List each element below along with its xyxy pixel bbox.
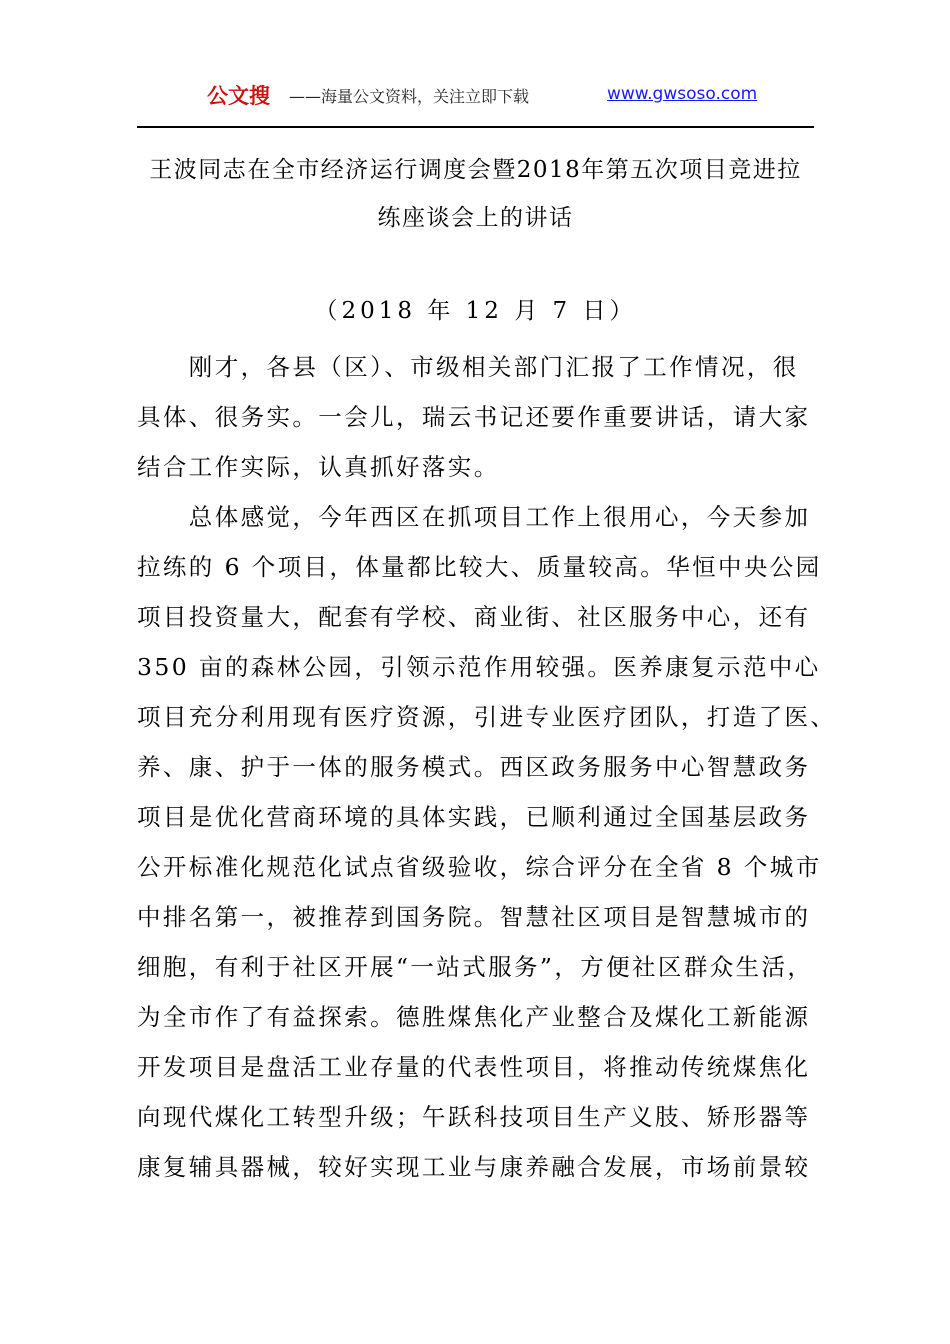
text-line: 项目是优化营商环境的具体实践，已顺利通过全国基层政务 (137, 803, 811, 831)
title-line: 练座谈会上的讲话 (377, 205, 574, 231)
document-body (137, 342, 837, 1192)
text-line: 刚才，各县（区）、市级相关部门汇报了工作情况，很 (137, 353, 799, 381)
text-line: 康复辅具器械，较好实现工业与康养融合发展，市场前景较 (137, 1153, 811, 1181)
paragraph (137, 492, 837, 1192)
text-line: 公开标准化规范化试点省级验收，综合评分在全省 8 个城市 (137, 853, 822, 881)
text-line: 细胞，有利于社区开展“一站式服务”，方便社区群众生活， (137, 953, 814, 981)
header-slogan: ——海量公文资料，关注立即下载 (289, 87, 530, 106)
text-line: 开发项目是盘活工业存量的代表性项目，将推动传统煤焦化 (137, 1053, 811, 1081)
text-line: 总体感觉，今年西区在抓项目工作上很用心，今天参加 (137, 503, 811, 531)
site-header (137, 78, 814, 114)
brand-logo[interactable]: 公文搜 (207, 84, 270, 108)
text-line: 结合工作实际，认真抓好落实。 (137, 453, 500, 481)
site-link[interactable]: www.gwsoso.com (607, 84, 758, 104)
text-line: 项目充分利用现有医疗资源，引进专业医疗团队，打造了医、 (137, 703, 837, 731)
document-title (137, 146, 814, 242)
text-line: 养、康、护于一体的服务模式。西区政务服务中心智慧政务 (137, 753, 811, 781)
text-line: 具体、很务实。一会儿，瑞云书记还要作重要讲话，请大家 (137, 403, 811, 431)
text-line: 拉练的 6 个项目，体量都比较大、质量较高。华恒中央公园 (137, 553, 822, 581)
paragraph (137, 342, 827, 492)
text-line: 为全市作了有益探索。德胜煤焦化产业整合及煤化工新能源 (137, 1003, 811, 1031)
document-date: （2018 年 12 月 7 日） (314, 298, 637, 324)
title-line: 王波同志在全市经济运行调度会暨2018年第五次项目竞进拉 (149, 157, 802, 183)
text-line: 中排名第一，被推荐到国务院。智慧社区项目是智慧城市的 (137, 903, 811, 931)
text-line: 项目投资量大，配套有学校、商业街、社区服务中心，还有 (137, 603, 811, 631)
text-line: 向现代煤化工转型升级；午跃科技项目生产义肢、矫形器等 (137, 1103, 811, 1131)
text-line: 350 亩的森林公园，引领示范作用较强。医养康复示范中心 (137, 653, 821, 681)
header-divider (137, 126, 814, 128)
